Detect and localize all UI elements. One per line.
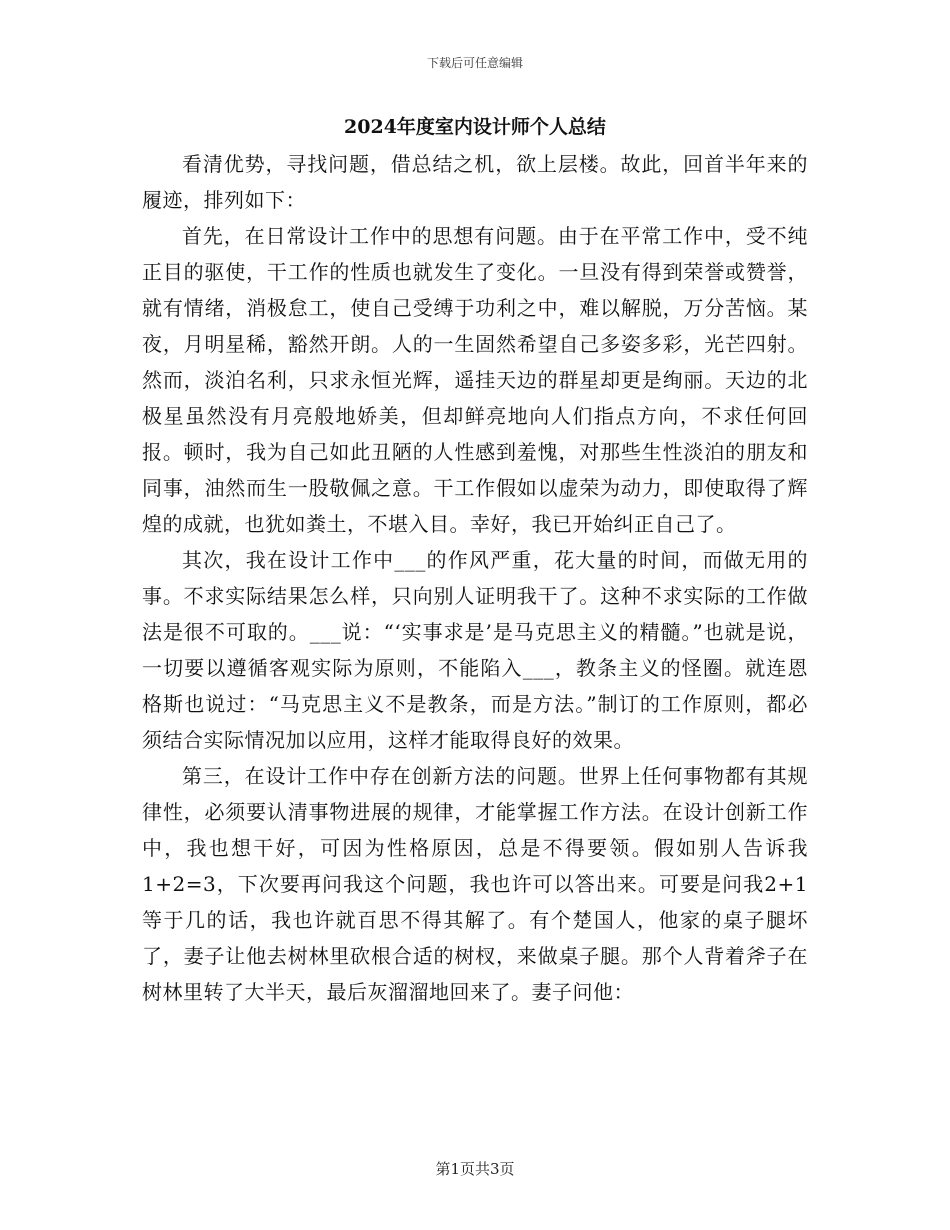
paragraph-first: 首先，在日常设计工作中的思想有问题。由于在平常工作中，受不纯正目的驱使，干工作的性质也就发生了变化。一旦没有得到荣誉或赞誉，就有情绪，消极怠工，使自己受缚于功利之中，难以解脱，万分苦恼。某夜，月明星稀，豁然开朗。人的一生固然希望自己多姿多彩，光芒四射。然而，淡泊名利，只求永恒光辉，遥挂天边的群星却更是绚丽。天边的北极星虽然没有月亮般地娇美，但却鲜亮地向人们指点方向，不求任何回报。顿时，我为自己如此丑陋的人性感到羞愧，对那些生性淡泊的朋友和同事，油然而生一股敬佩之意。干工作假如以虚荣为动力，即使取得了辉煌的成就，也犹如粪土，不堪入目。幸好，我已开始纠正自己了。	[142, 224, 808, 536]
paragraph-second: 其次，我在设计工作中___的作风严重，花大量的时间，而做无用的事。不求实际结果怎么样，只向别人证明我干了。这种不求实际的工作做法是很不可取的。___说：“‘实事求是’是马克思主义的精髓。”也就是说，一切要以遵循客观实际为原则，不能陷入___，教条主义的怪圈。就连恩格斯也说过：“马克思主义不是教条，而是方法。”制订的工作原则，都必须结合实际情况加以应用，这样才能取得良好的效果。	[142, 548, 808, 752]
paragraph-third: 第三，在设计工作中存在创新方法的问题。世界上任何事物都有其规律性，必须要认清事物进展的规律，才能掌握工作方法。在设计创新工作中，我也想干好，可因为性格原因，总是不得要领。假如别人告诉我1+2=3，下次要再问我这个问题，我也许可以答出来。可要是问我2+1等于几的话，我也许就百思不得其解了。有个楚国人，他家的桌子腿坏了，妻子让他去树林里砍根合适的树杈，来做桌子腿。那个人背着斧子在树林里转了大半天，最后灰溜溜地回来了。妻子问他：	[142, 764, 808, 1004]
document-body	[142, 146, 808, 1010]
document-title: 2024年度室内设计师个人总结	[344, 116, 606, 138]
page-number: 第1页共3页	[435, 1160, 515, 1178]
header-note: 下载后可任意编辑	[426, 56, 523, 70]
paragraph-intro: 看清优势，寻找问题，借总结之机，欲上层楼。故此，回首半年来的履迹，排列如下：	[142, 152, 808, 212]
